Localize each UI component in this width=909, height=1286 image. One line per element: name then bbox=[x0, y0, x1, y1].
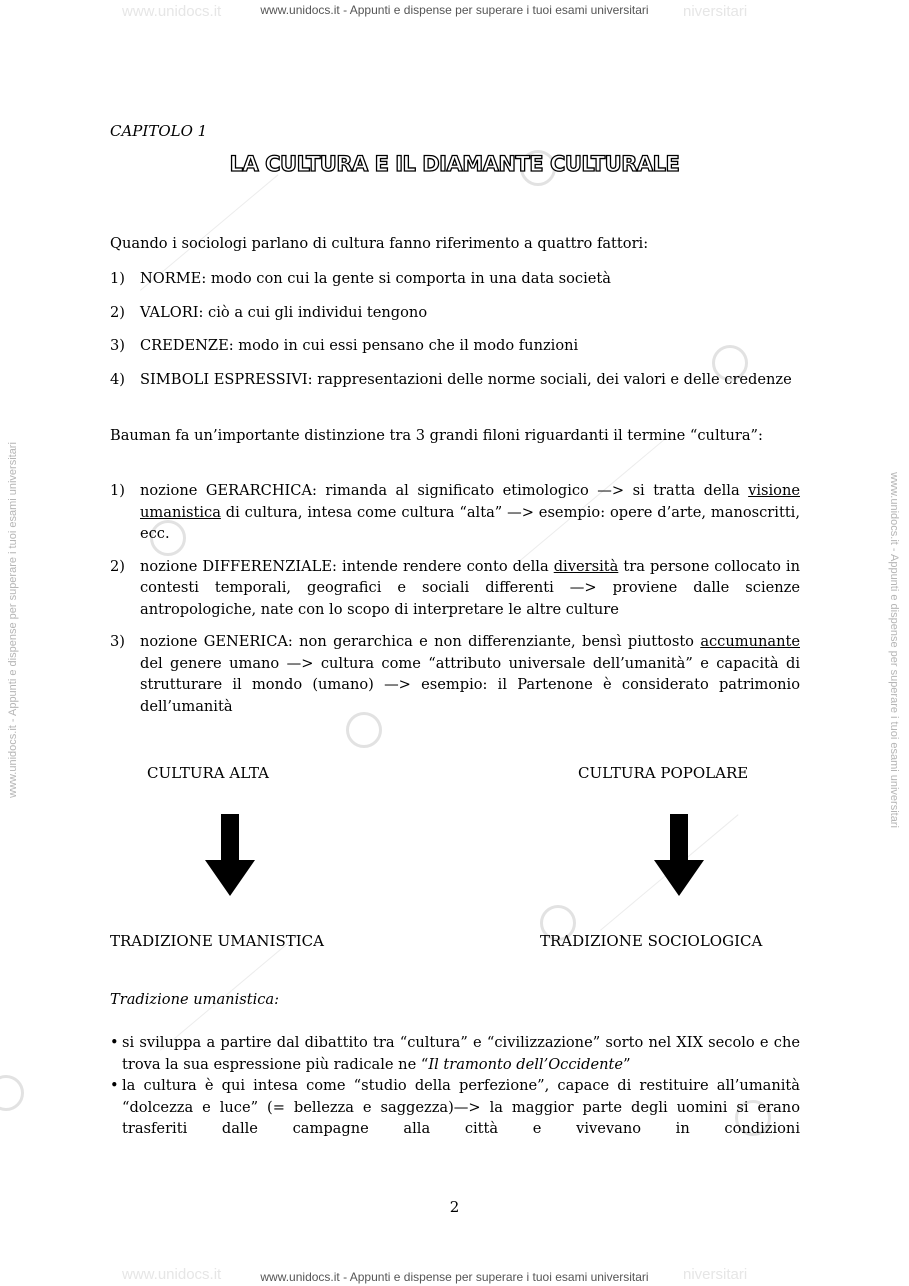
down-arrow-icon bbox=[654, 814, 704, 896]
list-item: 1) NORME: modo con cui la gente si comporta in una data società bbox=[110, 270, 611, 287]
intro-paragraph: Quando i sociologi parlano di cultura fanno riferimento a quattro fattori: bbox=[110, 235, 649, 252]
watermark-header: www.unidocs.it - Appunti e dispense per superare i tuoi esami universitari bbox=[260, 3, 649, 17]
factors-list bbox=[110, 268, 800, 390]
list-item: 1) nozione GERARCHICA: rimanda al significato etimologico —> si tratta della visione umanistica di cultura, intesa come cultura “alta” —> esempio: opere d’arte, manoscritti, ecc. bbox=[110, 482, 800, 542]
watermark-footer: www.unidocs.it - Appunti e dispense per superare i tuoi esami universitari bbox=[260, 1270, 649, 1284]
watermark-ghost-left: www.unidocs.it bbox=[122, 3, 222, 20]
section-heading: Tradizione umanistica: bbox=[110, 991, 280, 1008]
notions-list bbox=[110, 480, 800, 717]
list-item: • la cultura è qui intesa come “studio della perfezione”, capace di restituire all’umanità “dolcezza e luce” (= bellezza e saggezza)—> la maggior parte degli uomini si erano trasferiti dalle campagne alla città e vivevano in condizioni bbox=[110, 1077, 800, 1137]
list-item: 3) nozione GENERICA: non gerarchica e non differenziante, bensì piuttosto accumunante del genere umano —> cultura come “attributo universale dell’umanità” e capacità di strutturare il mondo (umano) —> esempio: il Partenone è considerato patrimonio dell’umanità bbox=[110, 633, 800, 715]
watermark-side-left: www.unidocs.it - Appunti e dispense per superare i tuoi esami universitari bbox=[7, 442, 19, 798]
list-item: • si sviluppa a partire dal dibattito tra “cultura” e “civilizzazione” sorto nel XIX secolo e che trova la sua espressione più radicale ne “Il tramonto dell’Occidente” bbox=[110, 1034, 800, 1073]
watermark-ghost-left-bottom: www.unidocs.it bbox=[122, 1266, 222, 1283]
list-item: 3) CREDENZE: modo in cui essi pensano che il modo funzioni bbox=[110, 337, 579, 354]
bauman-paragraph: Bauman fa un’importante distinzione tra 3 grandi filoni riguardanti il termine “cultura”: bbox=[110, 427, 763, 444]
down-arrow-icon bbox=[205, 814, 255, 896]
diagram-label-cultura-alta: CULTURA ALTA bbox=[147, 764, 269, 782]
watermark-side-right: www.unidocs.it - Appunti e dispense per superare i tuoi esami universitari bbox=[888, 472, 900, 828]
chapter-label: CAPITOLO 1 bbox=[110, 122, 208, 140]
diagram-label-cultura-popolare: CULTURA POPOLARE bbox=[578, 764, 749, 782]
watermark-ghost-right: niversitari bbox=[683, 3, 748, 20]
page-title: LA CULTURA E IL DIAMANTE CULTURALE bbox=[229, 152, 680, 176]
list-item: 2) nozione DIFFERENZIALE: intende rendere conto della diversità tra persone collocato in contesti temporali, geografici e sociali differenti —> proviene dalle scienze antropologiche, nate con lo scopo di interpretare le altre culture bbox=[110, 557, 800, 618]
bullet-list bbox=[110, 1032, 800, 1140]
watermark-logo-icon bbox=[346, 712, 382, 748]
list-item: 4) SIMBOLI ESPRESSIVI: rappresentazioni delle norme sociali, dei valori e delle credenze bbox=[110, 370, 792, 388]
diagram-label-tradizione-umanistica: TRADIZIONE UMANISTICA bbox=[110, 932, 324, 950]
page-number: 2 bbox=[449, 1198, 460, 1216]
watermark-logo-icon bbox=[0, 1075, 24, 1111]
diagram-label-tradizione-sociologica: TRADIZIONE SOCIOLOGICA bbox=[540, 932, 763, 950]
watermark-ghost-right-bottom: niversitari bbox=[683, 1266, 748, 1283]
list-item: 2) VALORI: ciò a cui gli individui tengono bbox=[110, 303, 428, 321]
